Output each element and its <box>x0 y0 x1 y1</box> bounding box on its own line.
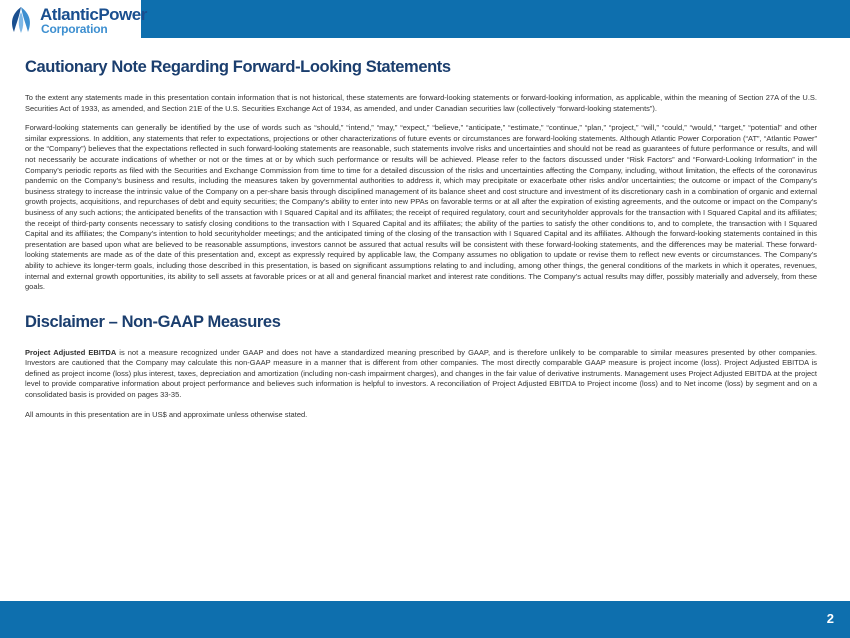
paragraph-risks: Forward-looking statements can generally be identified by the use of words such as “should,” “intend,” “may,” “expect,” “believe,” “anticipate,” “estimate,” “continue,” “plan,” “project,” “will,” “could,” “would,” “target,” “potential” and other similar expressions. In addition, any statements that refer to expectations, projections or other characterizations of future events or circumstances are forward-looking statements. Although Atlantic Power Corporation (“AT”, “Atlantic Power” or the “Company”) believes that the expectations reflected in such forward-looking statements are reasonable, such statements involve risks and uncertainties and should not be read as guarantees of future performance or results, and will not necessarily be accurate indications of whether or not or the times at or by which such performance or results will be achieved. Please refer to the factors discussed under “Risk Factors” and “Forward-Looking Information” in the Company’s periodic reports as filed with the Securities and Exchange Commission from time to time for a detailed discussion of the risks and uncertainties affecting the Company, including, without limitation, the effects of the coronavirus pandemic on the Company’s business and results, including the measures taken by governmental authorities to address it, which may precipitate or exacerbate other risks and/or uncertainties; the outcome or impact of the Company’s business strategy to increase the intrinsic value of the Company on a per-share basis through disciplined management of its balance sheet and cost structure and investment of its discretionary cash in a combination of organic and external growth projects, acquisitions, and repurchases of debt and equity securities; the Company’s ability to enter into new PPAs on favorable terms or at all after the expiration of existing agreements, and the outcome or impact on the Company’s business of any such actions; the anticipated benefits of the transaction with I Squared Capital and its affiliates; the receipt of required regulatory, court and securityholder approvals for the transaction with I Squared Capital and its affiliates; the receipt of third-party consents necessary to satisfy closing conditions to the transaction with I Squared Capital and its affiliates; the ability of the parties to satisfy the other conditions to, and to complete, the transaction with I Squared Capital and its affiliates; the Company’s intention to hold securityholder meetings; and the anticipated timing of the closing of the transaction with I Squared Capital and its affiliates. Although the forward-looking statements contained in this presentation are based upon what are believed to be reasonable assumptions, investors cannot be assured that actual results will be consistent with these forward-looking statements, and the differences may be material. These forward-looking statements are made as of the date of this presentation and, except as expressly required by applicable law, the Company assumes no obligation to update or revise them to reflect new events or circumstances. The Company’s ability to achieve its longer-term goals, including those described in this presentation, is based on significant assumptions relating to and including, among other things, the general conditions of the markets in which it operates, revenues, internal and external growth opportunities, its ability to sell assets at favorable prices or at all and general financial market and interest rate conditions. The Company’s actual results may differ, possibly materially and adversely, from these goals. <box>25 123 817 292</box>
document-body <box>25 58 817 429</box>
paragraph-ebitda-text: is not a measure recognized under GAAP and does not have a standardized meaning prescribed by GAAP, and is therefore unlikely to be comparable to similar measures presented by other companies. Investors are cautioned that the Company may calculate this non-GAAP measure in a manner that is different from other companies. The most directly comparable GAAP measure is project income (loss). Project Adjusted EBITDA is defined as project income (loss) plus interest, taxes, depreciation and amortization (including non-cash impairment charges), and changes in the fair value of derivative instruments. Management uses Project Adjusted EBITDA at the project level to provide comparative information about project performance and believes such information is helpful to investors. A reconciliation of Project Adjusted EBITDA to Project income (loss) and to Net income (loss) by segment and on a consolidated basis is provided on pages 33-35. <box>25 347 817 400</box>
term-project-adjusted-ebitda: Project Adjusted EBITDA <box>25 347 117 357</box>
heading-non-gaap: Disclaimer – Non-GAAP Measures <box>25 312 281 331</box>
logo-subname: Corporation <box>41 22 108 36</box>
logo-mark-icon <box>6 6 36 34</box>
heading-forward-looking: Cautionary Note Regarding Forward-Looking Statements <box>25 58 451 76</box>
page-number: 2 <box>826 611 834 626</box>
footer-banner <box>0 601 850 638</box>
logo-name: AtlanticPower <box>40 5 147 24</box>
paragraph-currency: All amounts in this presentation are in US$ and approximate unless otherwise stated. <box>25 409 308 419</box>
company-logo <box>0 0 147 40</box>
paragraph-ebitda <box>25 348 817 401</box>
paragraph-intro: To the extent any statements made in this presentation contain information that is not historical, these statements are forward-looking statements or forward-looking information, as applicable, within the meaning of Section 27A of the U.S. Securities Act of 1933, as amended, and Section 21E of the U.S. Securities Exchange Act of 1934, as amended, and under Canadian securities law (collectively “forward-looking statements”). <box>25 93 817 113</box>
